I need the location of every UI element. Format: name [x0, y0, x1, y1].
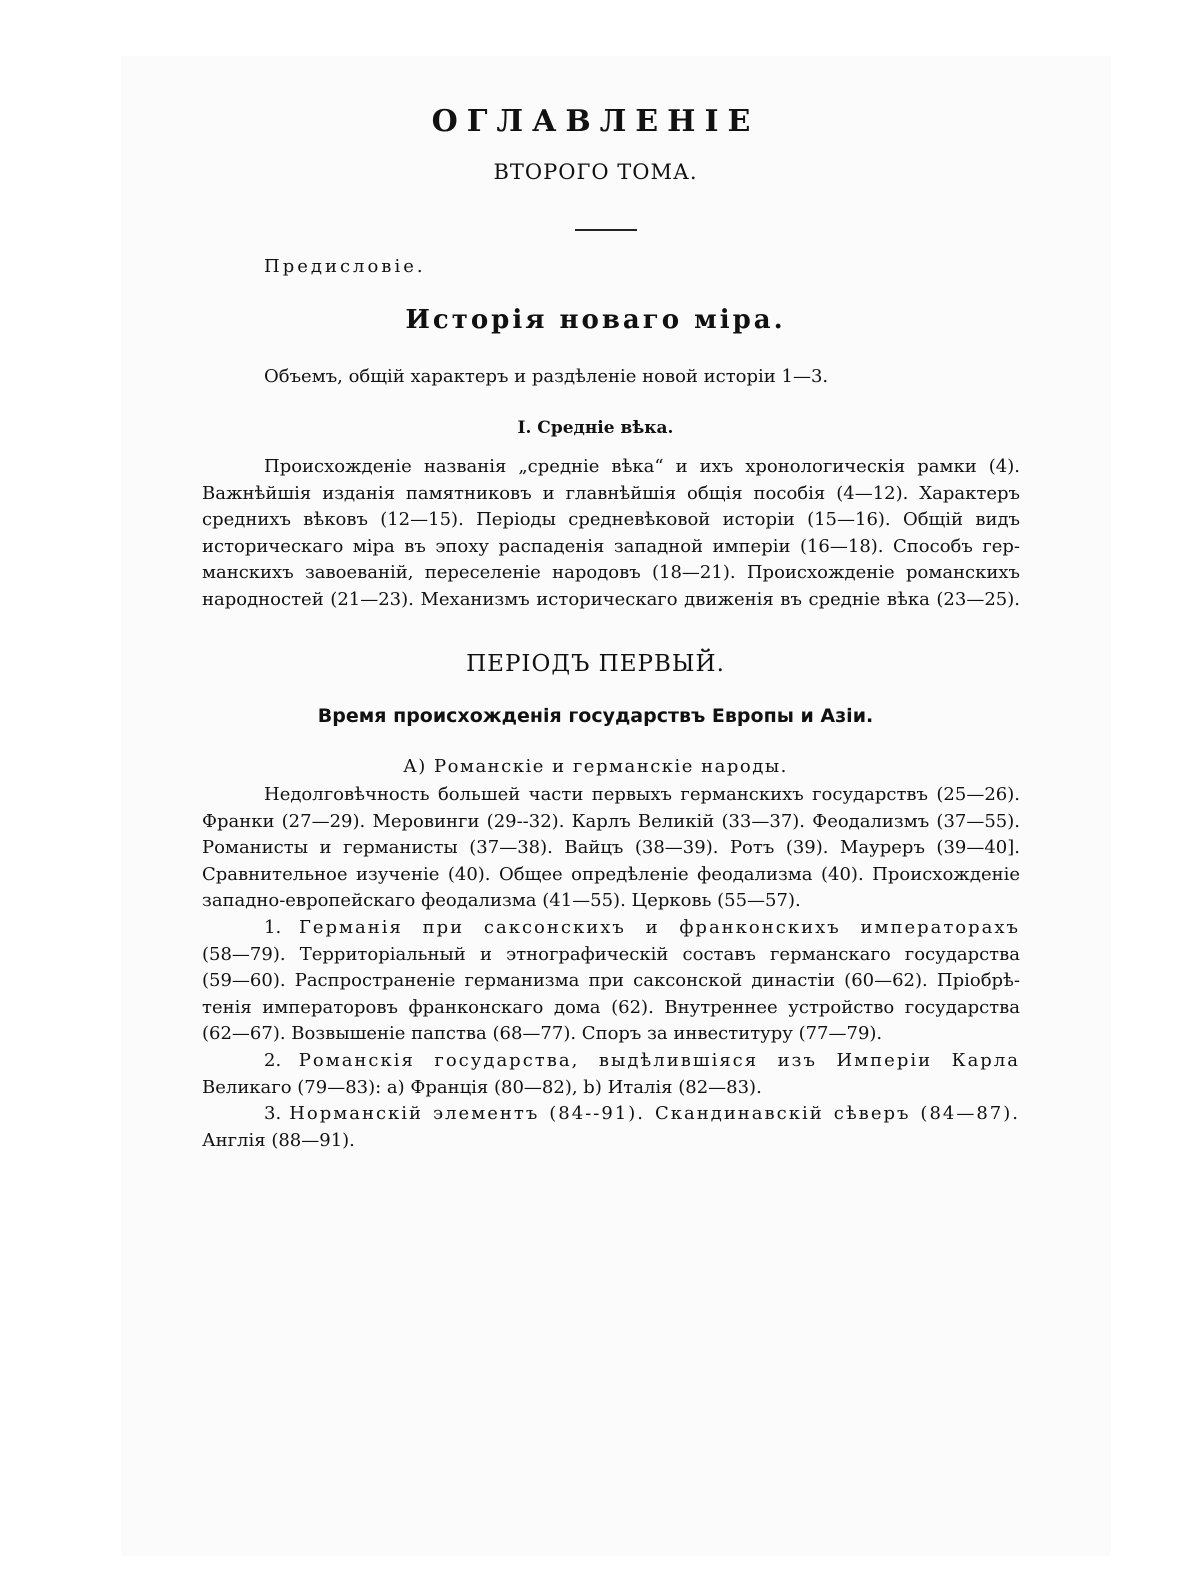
text-line: Англія (88—91). [202, 1129, 355, 1151]
text-line: манскихъ завоеваній, переселеніе народовъ (18—21). Происхожденіе романскихъ [202, 562, 1020, 583]
text-line: Важнѣйшія изданія памятниковъ и главнѣйшія общія пособія (4—12). Характеръ [202, 482, 1020, 504]
entry-number: 1. [264, 917, 282, 938]
subsection-heading-romance-germanic: А) Романскіе и германскіе народы. [403, 756, 788, 777]
period-heading: ПЕРІОДЪ ПЕРВЫЙ. [466, 651, 725, 677]
middle-ages-paragraph [202, 454, 1020, 613]
text-line: западно-европейскаго феодализма (41—55). Церковь (55—57). [202, 890, 801, 911]
page-subtitle: ВТОРОГО ТОМА. [493, 160, 698, 184]
entry-title: Норманскій элементъ (84--91). Скандинавскій сѣверъ (84—87). [289, 1103, 1020, 1124]
page-title: ОГЛАВЛЕНІЕ [431, 104, 760, 139]
main-heading: Исторія новаго міра. [405, 305, 786, 335]
text-line: (59—60). Распространеніе германизма при саксонской династіи (60—62). Пріобрѣ- [202, 970, 1020, 991]
text-line: среднихъ вѣковъ (12—15). Періоды средневѣковой исторіи (15—16). Общій видъ [202, 509, 1020, 530]
text-line: (62—67). Возвышеніе папства (68—77). Споръ за инвеституру (77—79). [202, 1023, 883, 1044]
preface-entry: Предисловіе. [264, 256, 426, 277]
norman-paragraph [202, 1101, 1020, 1154]
romance-germanic-paragraph [202, 782, 1020, 915]
entry-number: 2. [264, 1050, 282, 1071]
text-line: Романисты и германисты (37—38). Вайцъ (38—39). Ротъ (39). Мауреръ (39—40]. [202, 837, 1020, 858]
romance-states-paragraph [202, 1048, 1020, 1101]
period-subheading: Время происхожденія государствъ Европы и Азіи. [317, 705, 874, 727]
text-line: Франки (27—29). Меровинги (29--32). Карлъ Великій (33—37). Феодализмъ (37—55). [202, 810, 1020, 832]
text-line: Недолговѣчность большей части первыхъ германскихъ государствъ (25—26). [264, 784, 1020, 805]
text-line: историческаго міра въ эпоху распаденія западной имперіи (16—18). Способъ гер- [202, 535, 1020, 557]
intro-entry: Объемъ, общій характеръ и раздѣленіе новой исторіи 1—3. [264, 366, 829, 387]
entry-title-line [202, 915, 1020, 942]
text-line: Сравнительное изученіе (40). Общее опредѣленіе феодализма (40). Происхожденіе [202, 863, 1020, 885]
text-line: народностей (21—23). Механизмъ историческаго движенія въ средніе вѣка (23—25). [202, 588, 1020, 610]
text-line: Происхожденіе названія „средніе вѣка“ и ихъ хронологическія рамки (4). [264, 456, 1020, 477]
divider [575, 229, 637, 231]
text-line: Великаго (79—83): а) Франція (80—82), b) Италія (82—83). [202, 1076, 762, 1098]
entry-title-line [202, 1048, 1020, 1075]
entry-title-line [202, 1101, 1020, 1128]
section-heading-middle-ages: I. Средніе вѣка. [517, 418, 674, 438]
entry-title: Германія при саксонскихъ и франконскихъ императорахъ [298, 917, 1020, 938]
germany-paragraph [202, 915, 1020, 1048]
text-line: (58—79). Территоріальный и этнографическій составъ германскаго государства [202, 943, 1020, 965]
text-line: тенія императоровъ франконскаго дома (62). Внутреннее устройство государства [202, 996, 1020, 1018]
entry-number: 3. [264, 1103, 282, 1124]
entry-title: Романскія государства, выдѣлившіяся изъ Имперіи Карла [298, 1050, 1020, 1071]
